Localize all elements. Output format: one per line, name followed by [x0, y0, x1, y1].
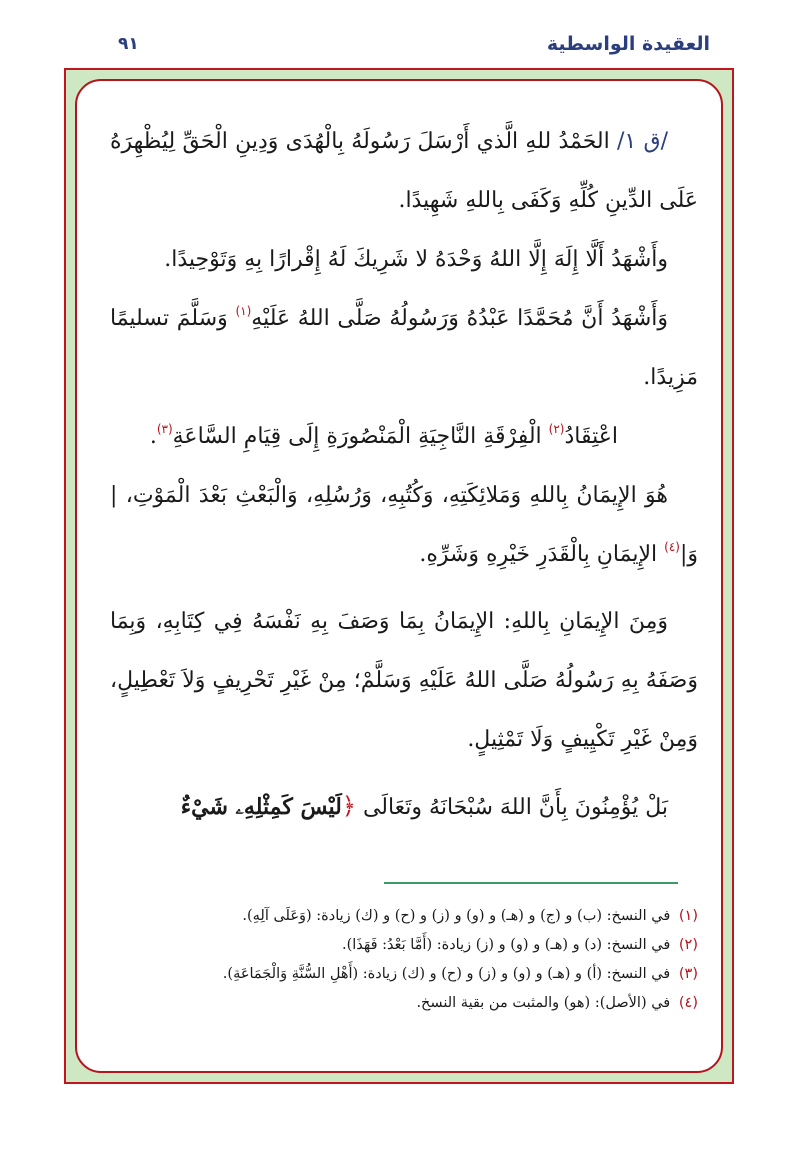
- footnote-ref-3[interactable]: (٣): [156, 422, 173, 436]
- paragraph-shahada-tawhid: [110, 230, 698, 289]
- footnote-ref-1[interactable]: (١): [235, 304, 252, 318]
- page-number: ٩١: [118, 34, 139, 54]
- quran-bracket-open-icon: ﴿: [341, 792, 356, 820]
- page-header: [100, 28, 710, 60]
- footnote-separator: [384, 882, 678, 884]
- paragraph-sifat: [110, 592, 698, 769]
- footnotes: [110, 902, 698, 1018]
- footnote-number: (٤): [678, 995, 698, 1011]
- paragraph-shahada-risala: [110, 289, 698, 407]
- paragraph-text: وَسَلَّمَ تسليمًا مَزِيدًا.: [110, 306, 698, 390]
- paragraph-verse: [110, 777, 698, 837]
- paragraph-text: اعْتِقَادُ: [564, 424, 618, 449]
- main-text: [110, 112, 698, 837]
- paragraph-text: وَمِنَ الإِيمَانِ بِاللهِ: الإِيمَانُ بِمَا وَصَفَ بِهِ نَفْسَهُ فِي كِتَابِهِ، وَبِمَا وَصَفَهُ بِهِ رَسُولُهُ صَلَّى اللهُ عَلَيْهِ وَسَلَّمْ؛ مِنْ غَيْرِ تَحْرِيفٍ وَلاَ تَعْطِيلٍ، وَمِنْ غَيْرِ تَكْيِيفٍ وَلَا تَمْثِيلٍ.: [110, 609, 698, 752]
- paragraph-text: .: [149, 424, 157, 449]
- paragraph-text: الحَمْدُ للهِ الَّذي أَرْسَلَ رَسُولَهُ بِالْهُدَى وَدِينِ الْحَقِّ لِيُظْهِرَهُ عَلَى الدِّينِ كُلِّهِ وَكَفَى بِاللهِ شَهِيدًا.: [110, 129, 698, 213]
- paragraph-arkan-iman: [110, 466, 698, 584]
- footnote-ref-4[interactable]: (٤): [664, 540, 680, 554]
- footnote-text: في النسخ: (ب) و (ج) و (هـ) و (و) و (ز) و (ح) و (ك) زيادة: (وَعَلَى آلِهِ).: [242, 908, 671, 924]
- manuscript-marker: /ق ١/: [617, 129, 668, 154]
- footnote-2: [110, 931, 698, 960]
- paragraph-text: الْفِرْقَةِ النَّاجِيَةِ الْمَنْصُورَةِ إِلَى قِيَامِ السَّاعَةِ: [172, 424, 542, 449]
- footnote-number: (٣): [678, 966, 698, 982]
- footnote-text: في (الأصل): (هو) والمثبت من بقية النسخ.: [416, 995, 671, 1011]
- paragraph-text: بَلْ يُؤْمِنُونَ بِأَنَّ اللهَ سُبْحَانَهُ وتَعَالَى: [362, 795, 668, 820]
- footnote-ref-2[interactable]: (٢): [548, 422, 565, 436]
- quran-verse: لَيْسَ كَمِثْلِهِۦ شَيْءٌ: [180, 794, 342, 820]
- paragraph-text: الإِيمَانِ بِالْقَدَرِ خَيْرِهِ وَشَرِّهِ.: [419, 542, 658, 567]
- paragraph-text: وَأَشْهَدُ أَنَّ مُحَمَّدًا عَبْدُهُ وَرَسُولُهُ صَلَّى اللهُ عَلَيْهِ: [251, 306, 668, 331]
- book-title: العقيدة الواسطية: [546, 33, 710, 55]
- footnote-text: في النسخ: (د) و (هـ) و (و) و (ز) زيادة: (أَمَّا بَعْدُ: فَهَذَا).: [341, 937, 671, 953]
- footnote-text: في النسخ: (أ) و (هـ) و (و) و (ز) و (ح) و (ك) زيادة: (أَهْلِ السُّنَّةِ وَالْجَمَاعَةِ).: [222, 966, 671, 982]
- footnote-number: (٢): [678, 937, 698, 953]
- footnote-3: [110, 960, 698, 989]
- paragraph-itiqad: [110, 407, 698, 466]
- footnote-1: [110, 902, 698, 931]
- paragraph-hamd: [110, 112, 698, 230]
- footnote-number: (١): [678, 908, 698, 924]
- paragraph-text: هُوَ الإِيمَانُ بِاللهِ وَمَلائِكَتِهِ، وَكُتُبِهِ، وَرُسُلِهِ، وَالْبَعْثِ بَعْدَ الْمَوْتِ، |وَ|: [110, 483, 698, 567]
- footnote-4: [110, 989, 698, 1018]
- paragraph-text: وأَشْهَدُ أَلَّا إِلَهَ إِلَّا اللهُ وَحْدَهُ لا شَرِيكَ لَهُ إِقْرارًا بِهِ وَتَوْحِيدًا.: [164, 247, 668, 272]
